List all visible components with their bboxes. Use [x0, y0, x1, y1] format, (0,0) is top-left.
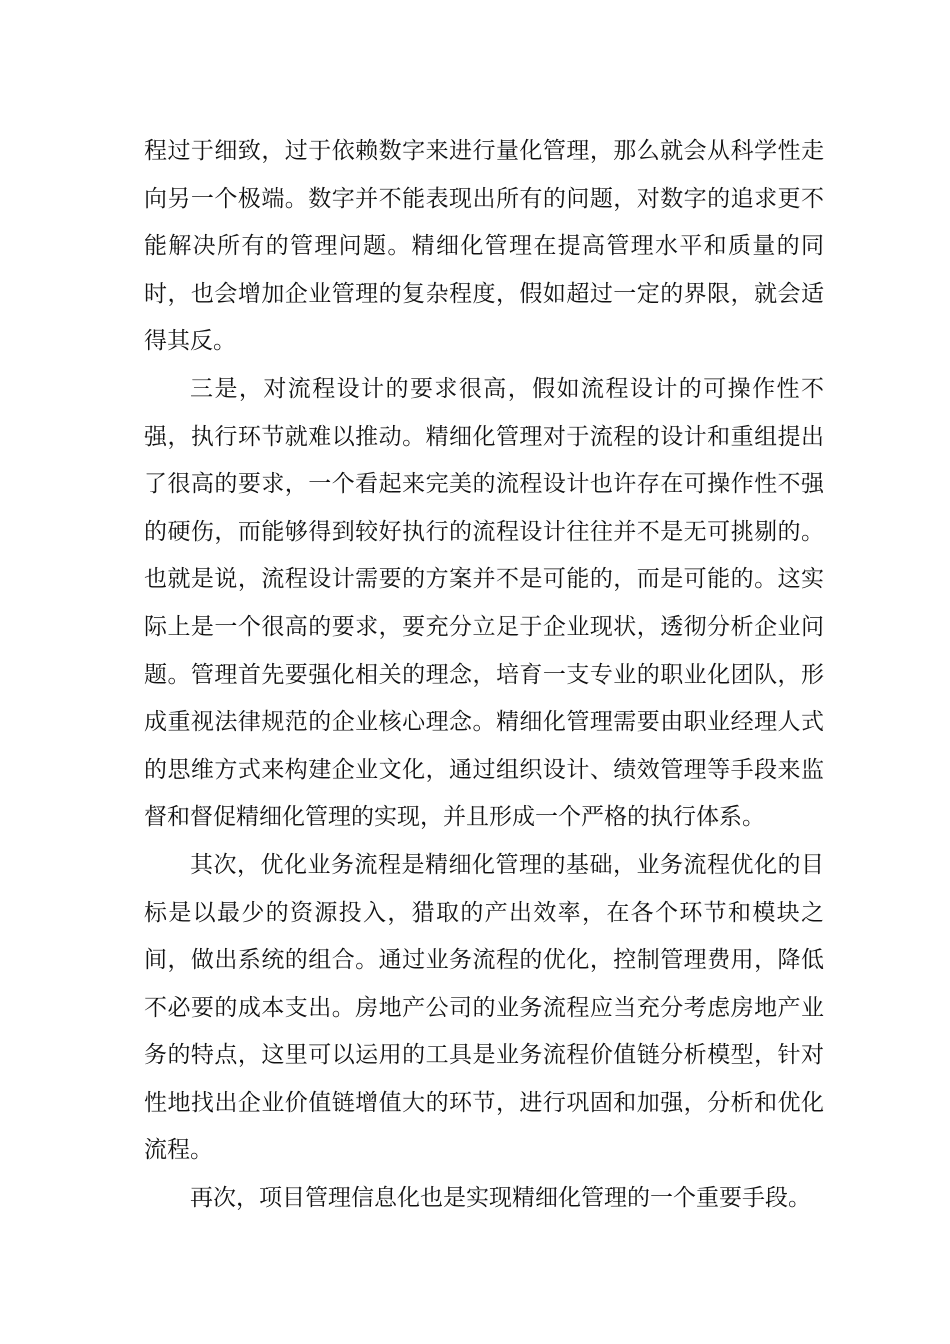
document-body — [144, 128, 824, 1223]
paragraph-informatization: 再次，项目管理信息化也是实现精细化管理的一个重要手段。 — [190, 1185, 811, 1212]
paragraph-continuation: 程过于细致，过于依赖数字来进行量化管理，那么就会从科学性走向另一个极端。数字并不能表现出所有的问题，对数字的追求更不能解决所有的管理问题。精细化管理在提高管理水平和质量的同时，也会增加企业管理的复杂程度，假如超过一定的界限，就会适得其反。 — [144, 138, 824, 355]
paragraph-business-process: 其次，优化业务流程是精细化管理的基础，业务流程优化的目标是以最少的资源投入，猎取的产出效率，在各个环节和模块之间，做出系统的组合。通过业务流程的优化，控制管理费用，降低不必要的成本支出。房地产公司的业务流程应当充分考虑房地产业务的特点，这里可以运用的工具是业务流程价值链分析模型，针对性地找出企业价值链增值大的环节，进行巩固和加强，分析和优化流程。 — [144, 851, 824, 1164]
paragraph-process-design: 三是，对流程设计的要求很高，假如流程设计的可操作性不强，执行环节就难以推动。精细化管理对于流程的设计和重组提出了很高的要求，一个看起来完美的流程设计也许存在可操作性不强的硬伤，而能够得到较好执行的流程设计往往并不是无可挑剔的。也就是说，流程设计需要的方案并不是可能的，而是可能的。这实际上是一个很高的要求，要充分立足于企业现状，透彻分析企业问题。管理首先要强化相关的理念，培育一支专业的职业化团队，形成重视法律规范的企业核心理念。精细化管理需要由职业经理人式的思维方式来构建企业文化，通过组织设计、绩效管理等手段来监督和督促精细化管理的实现，并且形成一个严格的执行体系。 — [144, 375, 824, 831]
